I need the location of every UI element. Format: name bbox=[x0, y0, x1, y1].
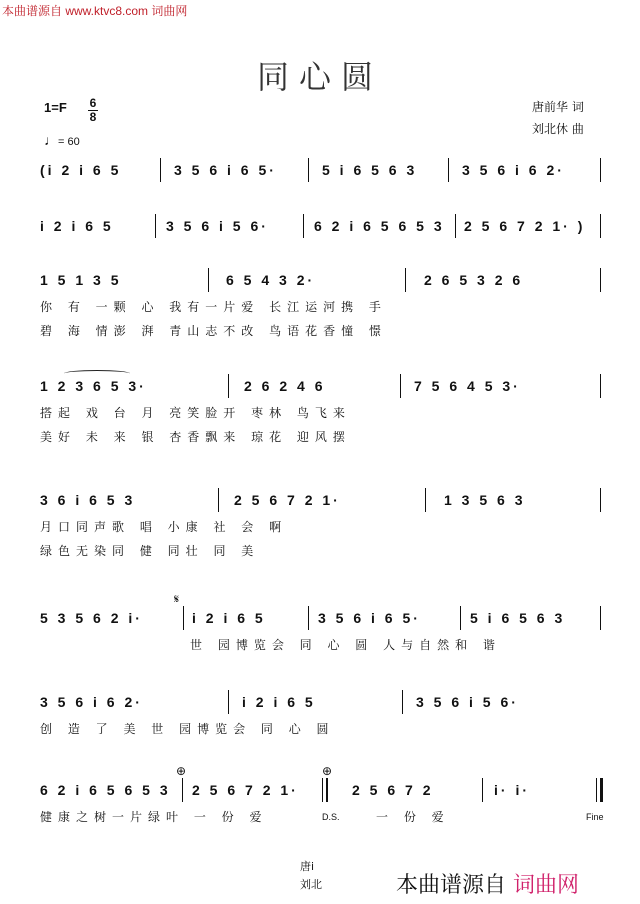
lyric-line: 创 造 了 美 世 园博览会 同 心 圆 bbox=[40, 722, 335, 736]
lyric-line: 碧 海 情澎 湃 青山志不改 鸟语花香憧 憬 bbox=[40, 324, 387, 338]
measure: 2 6 2 4 6 bbox=[244, 378, 326, 394]
tempo-marking bbox=[44, 132, 80, 148]
measure: 6 2 i 6 5 6 5 3 bbox=[40, 782, 171, 798]
barline bbox=[600, 158, 601, 182]
measure: 3 5 6 i 5 6· bbox=[416, 694, 519, 710]
measure: (i 2 i 6 5 bbox=[40, 162, 122, 178]
barline bbox=[308, 158, 309, 182]
barline bbox=[183, 606, 184, 630]
barline bbox=[218, 488, 219, 512]
lyric-line: 世 园博览会 同 心 圆 人与自然和 谐 bbox=[190, 638, 501, 652]
barline bbox=[600, 268, 601, 292]
footer-credit: 刘北 bbox=[300, 878, 322, 891]
measure: 2 5 6 7 2 1· bbox=[192, 782, 299, 798]
measure: i· i· bbox=[494, 782, 530, 798]
barline bbox=[448, 158, 449, 182]
measure: 5 i 6 5 6 3 bbox=[322, 162, 418, 178]
measure: i 2 i 6 5 bbox=[192, 610, 266, 626]
barline bbox=[482, 778, 483, 802]
measure: 5 3 5 6 2 i· bbox=[40, 610, 143, 626]
measure: 7 5 6 4 5 3· bbox=[414, 378, 521, 394]
footer-credit: 唐i bbox=[300, 860, 315, 873]
measure: 1 5 1 3 5 bbox=[40, 272, 122, 288]
measure: i 2 i 6 5 bbox=[242, 694, 316, 710]
measure: 2 5 6 7 2 1· bbox=[234, 492, 341, 508]
measure: 3 5 6 i 6 5· bbox=[174, 162, 277, 178]
song-title: 同心圆 bbox=[256, 58, 383, 96]
meter-bottom: 8 bbox=[89, 110, 97, 124]
coda-icon: ⊕ bbox=[322, 764, 333, 778]
measure: 3 6 i 6 5 3 bbox=[40, 492, 136, 508]
time-signature bbox=[88, 97, 98, 124]
meter-top: 6 bbox=[89, 96, 97, 110]
barline bbox=[155, 214, 156, 238]
barline bbox=[402, 690, 403, 714]
barline bbox=[425, 488, 426, 512]
key-signature: 1=F bbox=[44, 100, 67, 115]
coda-icon: ⊕ bbox=[176, 764, 187, 778]
lyric-line: 健康之树一片绿叶 一 份 爱 bbox=[40, 810, 268, 824]
barline bbox=[600, 374, 601, 398]
barline bbox=[400, 374, 401, 398]
lyric-line: 搭起 戏 台 月 亮笑脸开 枣林 鸟飞来 bbox=[40, 406, 351, 420]
final-barline bbox=[600, 778, 603, 802]
measure: 6 2 i 6 5 6 5 3 bbox=[314, 218, 445, 234]
lyric-line: 美好 未 来 银 杏香飘来 琼花 迎风摆 bbox=[40, 430, 351, 444]
barline bbox=[460, 606, 461, 630]
lyric-line: 月口同声歌 唱 小康 社 会 啊 bbox=[40, 520, 288, 534]
measure: 2 6 5 3 2 6 bbox=[424, 272, 524, 288]
fine-mark: Fine bbox=[586, 812, 604, 822]
measure: 3 5 6 i 6 5· bbox=[318, 610, 421, 626]
barline bbox=[600, 488, 601, 512]
double-barline bbox=[322, 778, 323, 802]
measure: 3 5 6 i 6 2· bbox=[462, 162, 565, 178]
double-barline bbox=[326, 778, 328, 802]
site-banner: 本曲谱源自 www.ktvc8.com 词曲网 bbox=[2, 4, 188, 18]
measure: 1 3 5 6 3 bbox=[444, 492, 526, 508]
measure: 6 5 4 3 2· bbox=[226, 272, 316, 288]
footer-watermark-accent: 词曲网 bbox=[513, 873, 580, 898]
lyricist-credit: 唐前华 词 bbox=[532, 100, 584, 114]
composer-credit: 刘北休 曲 bbox=[532, 122, 584, 136]
barline bbox=[405, 268, 406, 292]
measure: 5 i 6 5 6 3 bbox=[470, 610, 566, 626]
measure: 3 5 6 i 5 6· bbox=[166, 218, 269, 234]
barline bbox=[308, 606, 309, 630]
measure: 3 5 6 i 6 2· bbox=[40, 694, 143, 710]
measure: i 2 i 6 5 bbox=[40, 218, 114, 234]
segno-icon: 𝄋 bbox=[174, 592, 180, 606]
barline bbox=[303, 214, 304, 238]
lyric-line: 你 有 一颗 心 我有一片爱 长江运河携 手 bbox=[40, 300, 387, 314]
measure: 2 5 6 7 2 bbox=[352, 782, 434, 798]
barline bbox=[228, 374, 229, 398]
barline bbox=[600, 606, 601, 630]
lyric-line: 绿色无染同 健 同壮 同 美 bbox=[40, 544, 260, 558]
measure: 2 5 6 7 2 1· ) bbox=[464, 218, 586, 234]
tempo-value: = 60 bbox=[58, 136, 80, 148]
footer-watermark-main: 本曲谱源自 bbox=[396, 873, 507, 898]
slur bbox=[64, 370, 130, 377]
quarter-note-icon: ♩ bbox=[44, 132, 58, 148]
final-barline bbox=[596, 778, 597, 802]
barline bbox=[455, 214, 456, 238]
ds-mark: D.S. bbox=[322, 812, 340, 822]
footer-watermark bbox=[396, 868, 579, 899]
barline bbox=[160, 158, 161, 182]
lyric-line: 一 份 爱 bbox=[376, 810, 450, 824]
barline bbox=[208, 268, 209, 292]
measure: 1 2 3 6 5 3· bbox=[40, 378, 147, 394]
barline bbox=[228, 690, 229, 714]
barline bbox=[182, 778, 183, 802]
barline bbox=[600, 214, 601, 238]
